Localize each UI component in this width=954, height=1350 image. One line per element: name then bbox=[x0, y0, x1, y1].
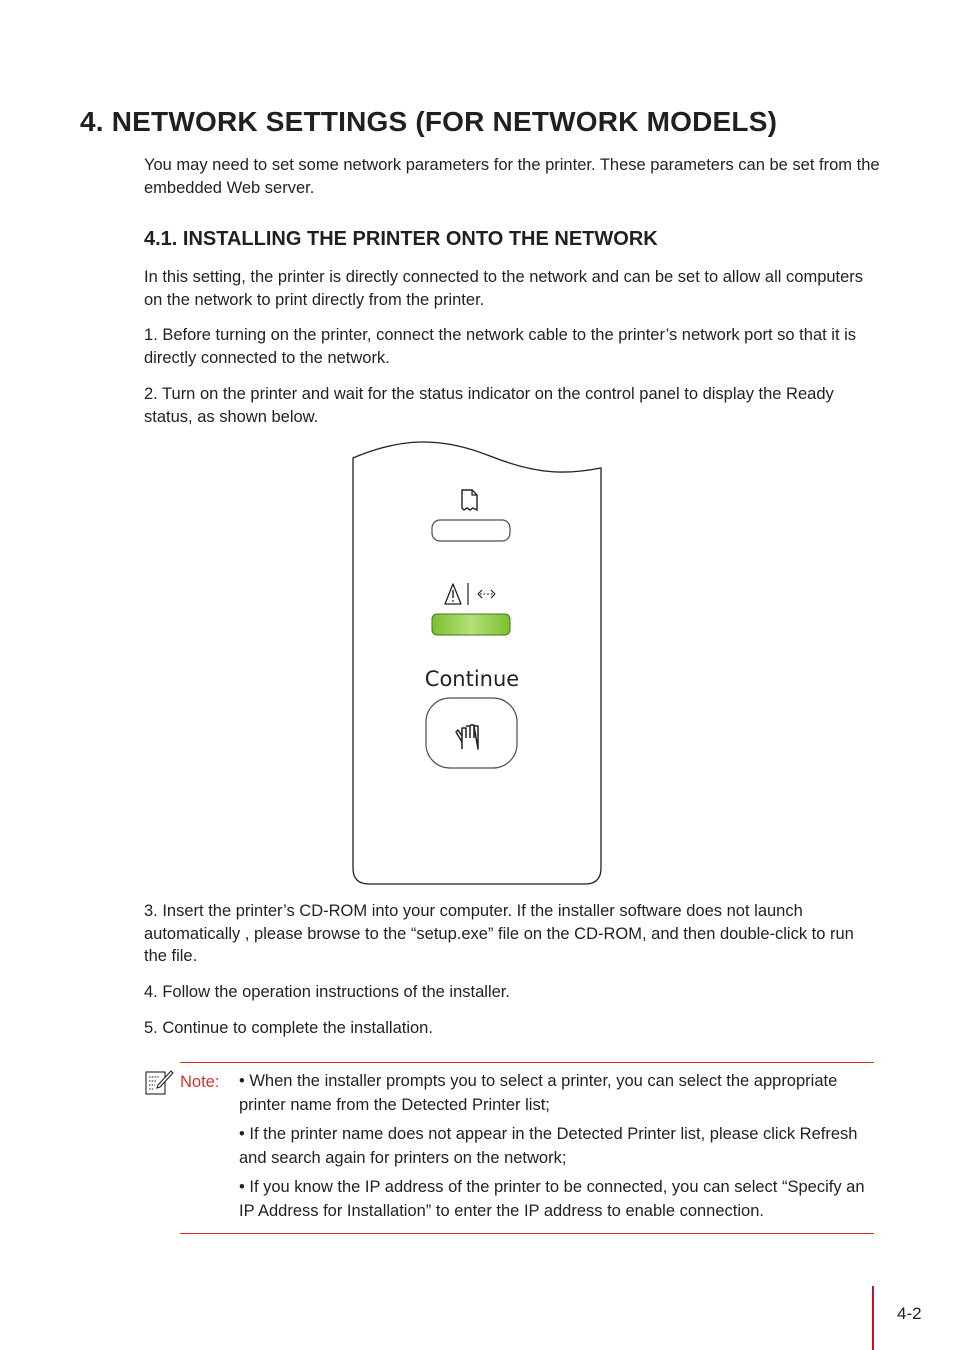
page-number: 4-2 bbox=[897, 1304, 922, 1323]
step-1: 1. Before turning on the printer, connect the network cable to the printer’s network port so that it is directly connected to the network. bbox=[144, 326, 857, 367]
section-title: 4.1. INSTALLING THE PRINTER ONTO THE NETWORK bbox=[144, 228, 658, 250]
continue-button[interactable] bbox=[426, 698, 517, 768]
step-2: 2. Turn on the printer and wait for the status indicator on the control panel to display the Ready status, as shown below. bbox=[144, 385, 834, 426]
paper-led bbox=[432, 520, 510, 541]
continue-label: Continue bbox=[424, 667, 520, 691]
section-paragraph: In this setting, the printer is directly connected to the network and can be set to allow all computers on the network to print directly from the printer. bbox=[144, 268, 864, 309]
note-label: Note: bbox=[180, 1073, 220, 1091]
note-bottom-rule bbox=[180, 1233, 874, 1234]
step-3: 3. Insert the printer’s CD-ROM into your computer. If the installer software does not launch automatically , please browse to the “setup.exe” file on the CD-ROM, and then double-click to run the file. bbox=[144, 902, 854, 965]
step-4: 4. Follow the operation instructions of the installer. bbox=[144, 983, 510, 1001]
note-item: • If the printer name does not appear in the Detected Printer list, please click Refresh and search again for printers on the network; bbox=[239, 1125, 858, 1167]
status-led bbox=[432, 614, 510, 635]
intro-paragraph: You may need to set some network parameters for the printer. These parameters can be set from the embedded Web server. bbox=[144, 156, 880, 197]
note-top-rule bbox=[180, 1062, 874, 1063]
control-panel-illustration bbox=[340, 438, 610, 890]
note-pencil-icon bbox=[144, 1068, 174, 1096]
step-5: 5. Continue to complete the installation. bbox=[144, 1019, 433, 1037]
page-title: 4. NETWORK SETTINGS (FOR NETWORK MODELS) bbox=[80, 106, 778, 137]
page-margin-rule bbox=[872, 1286, 874, 1350]
note-item: • When the installer prompts you to select a printer, you can select the appropriate printer name from the Detected Printer list; bbox=[239, 1072, 838, 1114]
note-item: • If you know the IP address of the printer to be connected, you can select “Specify an IP Address for Installation” to enter the IP address to enable connection. bbox=[239, 1178, 865, 1220]
